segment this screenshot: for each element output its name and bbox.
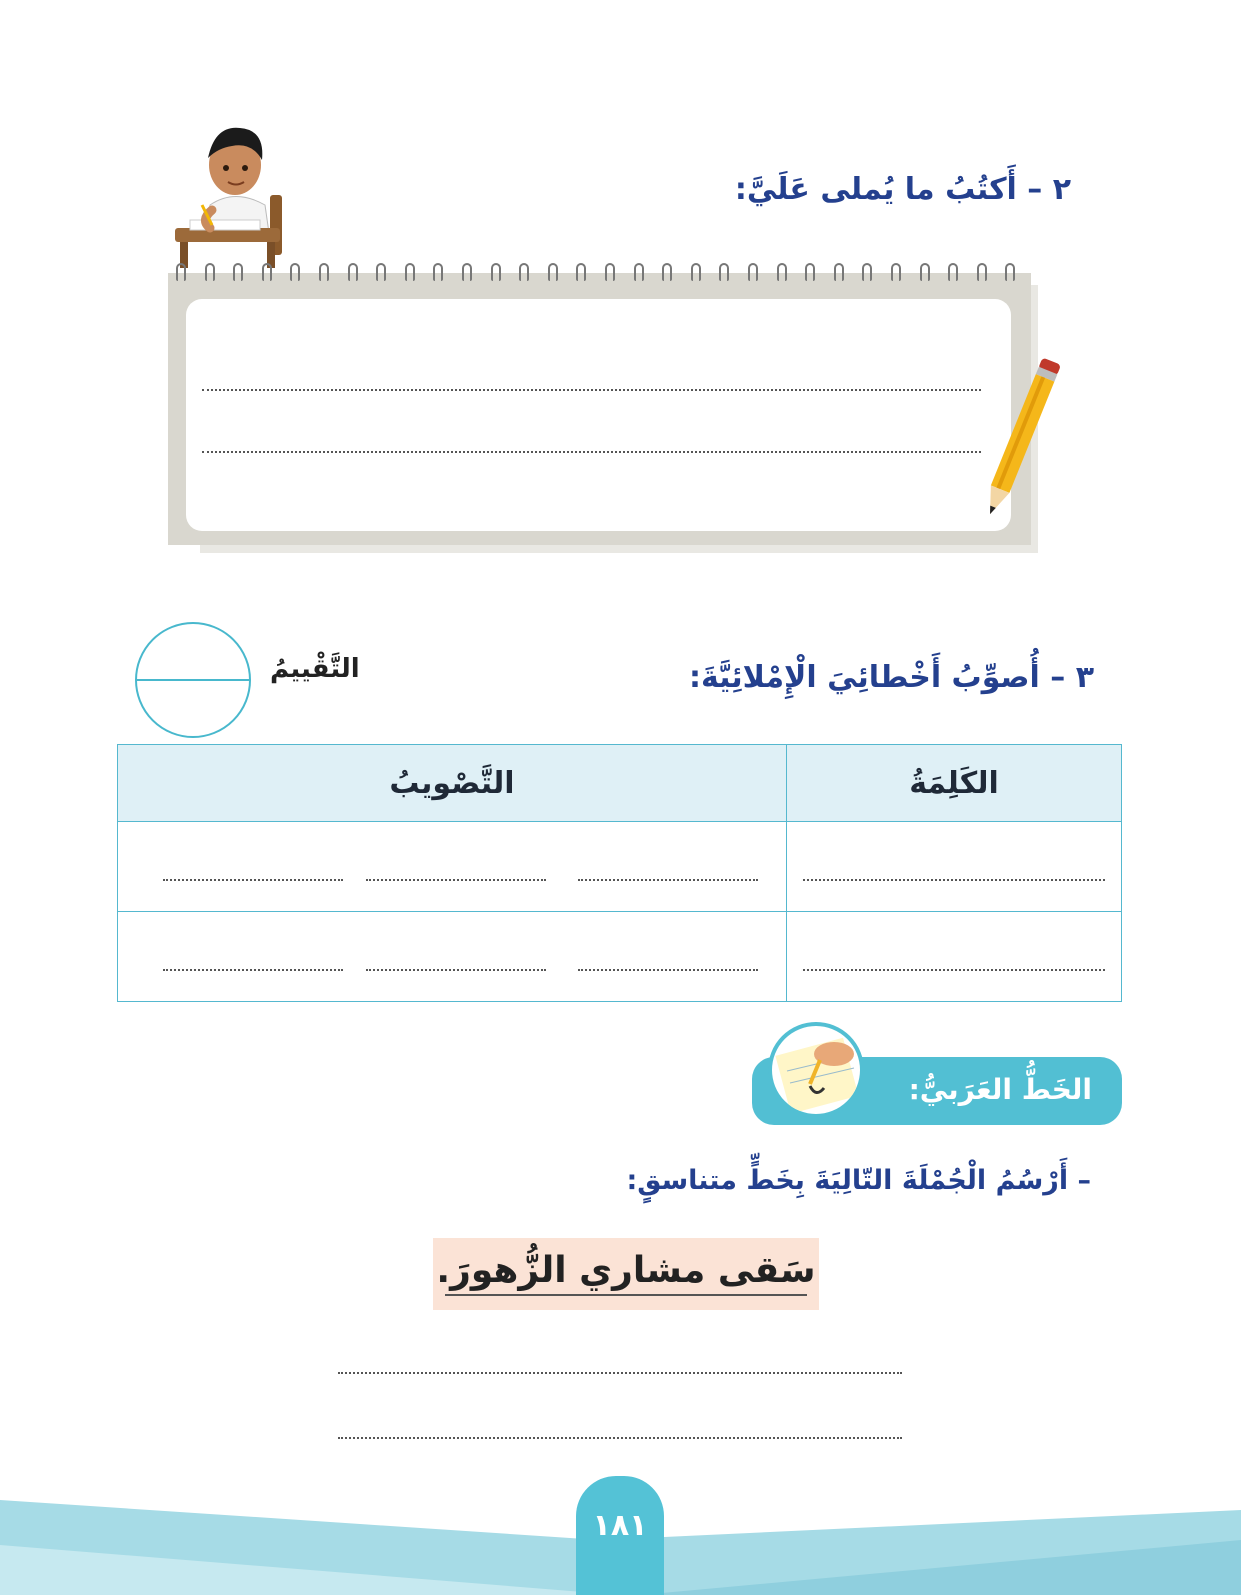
correction-cell[interactable]: [118, 912, 787, 1002]
spiral-ring: [1005, 263, 1015, 281]
spiral-ring: [576, 263, 586, 281]
section2-title: ٢ – أَكتُبُ ما يُملى عَلَيَّ:: [734, 172, 1071, 207]
spiral-ring: [634, 263, 644, 281]
calligraphy-instruction: – أَرْسُمُ الْجُمْلَةَ التّالِيَةَ بِخَطٍّ متناسقٍ:: [626, 1165, 1091, 1196]
section3-title: ٣ – أُصوِّبُ أَخْطائِيَ الْإِمْلائِيَّةَ:: [688, 660, 1094, 695]
spiral-ring: [977, 263, 987, 281]
col-header-word: الكَلِمَةُ: [787, 745, 1122, 822]
spiral-ring: [405, 263, 415, 281]
hand-writing-icon: [768, 1022, 864, 1118]
copy-line-2[interactable]: [338, 1437, 902, 1439]
spiral-ring: [691, 263, 701, 281]
correction-cell[interactable]: [118, 822, 787, 912]
notebook-rings: [176, 263, 1026, 283]
notebook: [168, 273, 1031, 545]
spiral-ring: [605, 263, 615, 281]
student-writing-icon: [170, 110, 300, 270]
word-cell[interactable]: [787, 822, 1122, 912]
spiral-ring: [262, 263, 272, 281]
writing-line-2[interactable]: [202, 451, 981, 453]
spiral-ring: [834, 263, 844, 281]
model-sentence-baseline: [445, 1294, 807, 1296]
evaluation-divider: [137, 679, 249, 681]
col-header-correction: التَّصْويبُ: [118, 745, 787, 822]
spiral-ring: [519, 263, 529, 281]
writing-line-1[interactable]: [202, 389, 981, 391]
evaluation-circle[interactable]: [135, 622, 251, 738]
spiral-ring: [920, 263, 930, 281]
model-sentence-box: [433, 1238, 819, 1310]
corrections-table: [117, 744, 1122, 1002]
spiral-ring: [491, 263, 501, 281]
spiral-ring: [348, 263, 358, 281]
table-row: [118, 822, 1122, 912]
word-cell[interactable]: [787, 912, 1122, 1002]
spiral-ring: [662, 263, 672, 281]
spiral-ring: [719, 263, 729, 281]
spiral-ring: [777, 263, 787, 281]
spiral-ring: [891, 263, 901, 281]
copy-line-1[interactable]: [338, 1372, 902, 1374]
spiral-ring: [176, 263, 186, 281]
spiral-ring: [205, 263, 215, 281]
evaluation-label: التَّقْييمُ: [270, 654, 360, 684]
spiral-ring: [319, 263, 329, 281]
spiral-ring: [233, 263, 243, 281]
spiral-ring: [462, 263, 472, 281]
spiral-ring: [433, 263, 443, 281]
pencil-icon: [980, 350, 1060, 530]
table-row: [118, 912, 1122, 1002]
page-number: ١٨١: [576, 1476, 664, 1595]
calligraphy-title: الخَطُّ العَرَبيُّ:: [908, 1073, 1092, 1106]
spiral-ring: [290, 263, 300, 281]
notebook-page: [186, 299, 1011, 531]
spiral-ring: [548, 263, 558, 281]
spiral-ring: [376, 263, 386, 281]
spiral-ring: [748, 263, 758, 281]
spiral-ring: [862, 263, 872, 281]
spiral-ring: [805, 263, 815, 281]
model-sentence: سَقى مشاري الزُّهورَ.: [436, 1250, 816, 1291]
spiral-ring: [948, 263, 958, 281]
table-header-row: [118, 745, 1122, 822]
